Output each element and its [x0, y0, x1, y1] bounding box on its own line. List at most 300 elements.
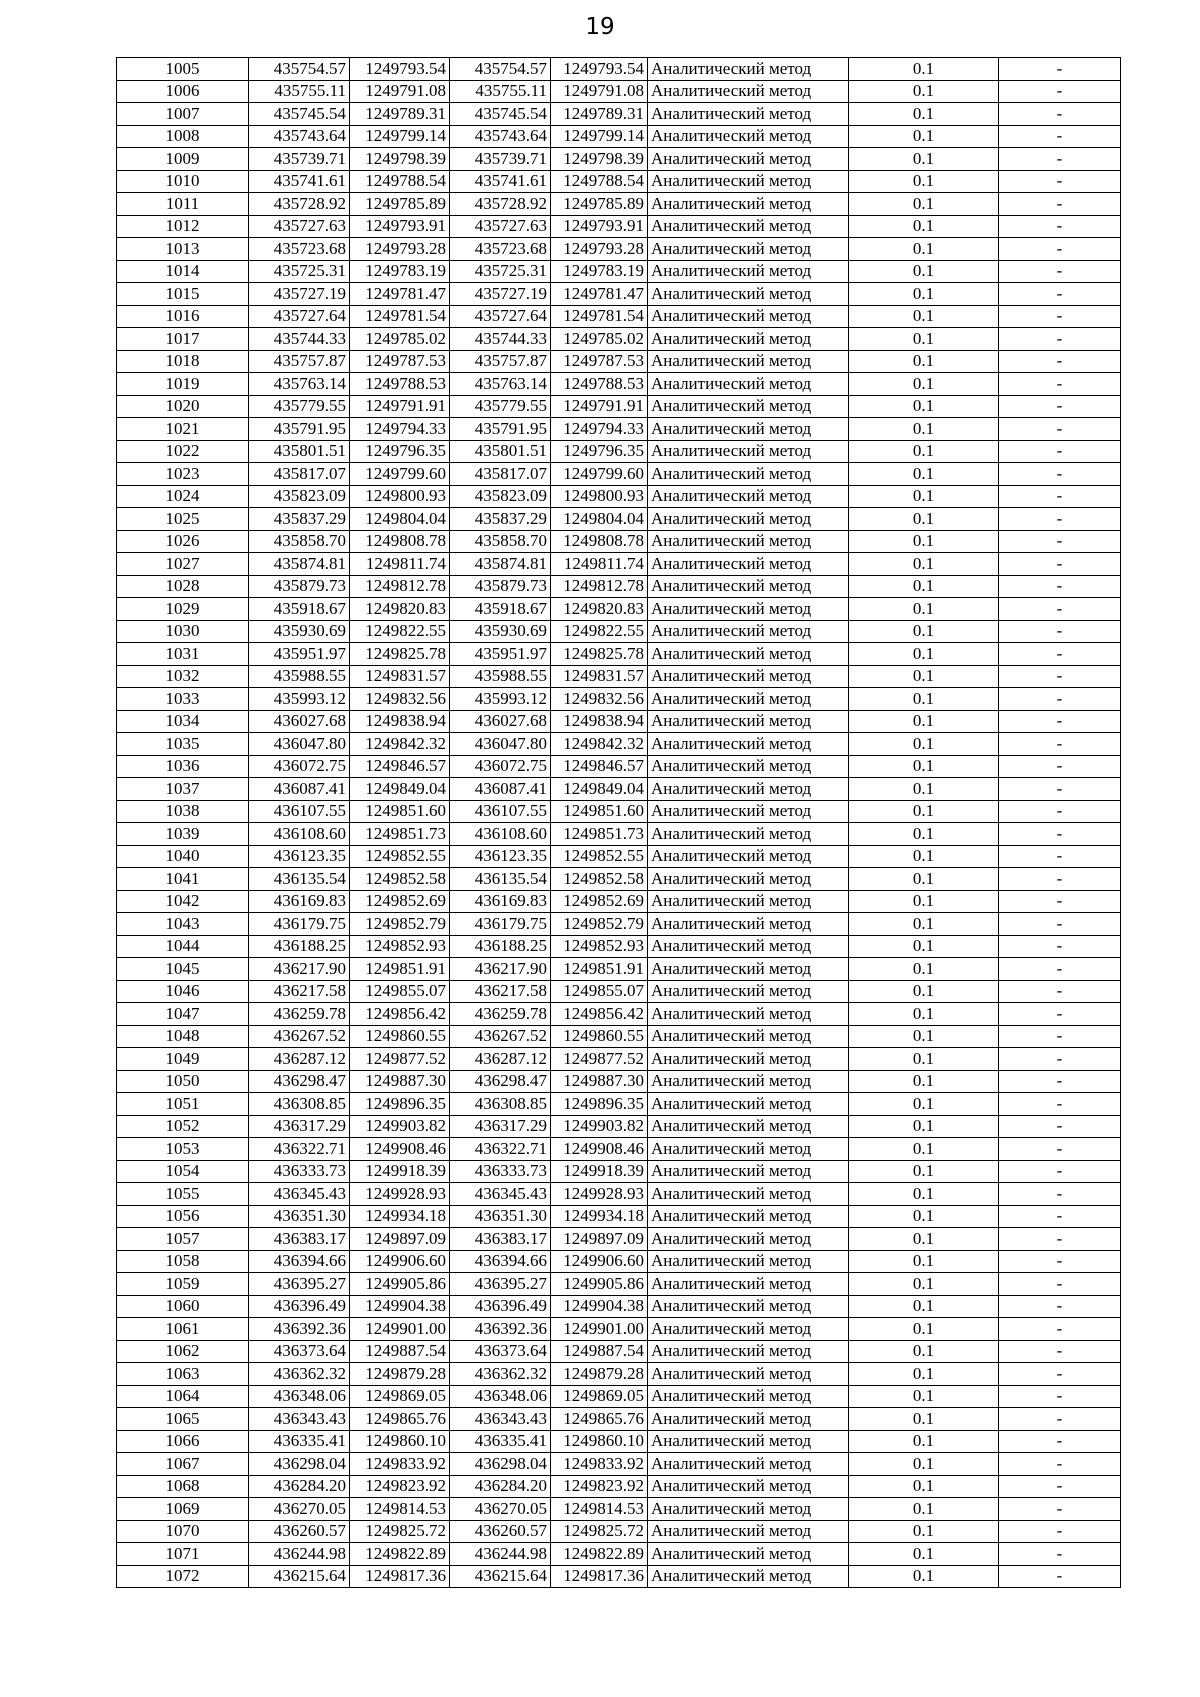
x-coordinate-cell: 436072.75	[249, 755, 350, 778]
note-cell: -	[999, 350, 1121, 373]
y-coordinate-cell: 1249851.73	[350, 823, 450, 846]
y-coordinate-cell: 1249825.78	[551, 643, 648, 666]
method-cell: Аналитический метод	[648, 80, 849, 103]
coordinates-table	[116, 57, 1121, 1588]
x-coordinate-cell: 436108.60	[450, 823, 551, 846]
y-coordinate-cell: 1249781.54	[350, 305, 450, 328]
y-coordinate-cell: 1249851.91	[551, 958, 648, 981]
accuracy-cell: 0.1	[849, 373, 999, 396]
y-coordinate-cell: 1249831.57	[350, 665, 450, 688]
accuracy-cell: 0.1	[849, 688, 999, 711]
x-coordinate-cell: 436322.71	[249, 1138, 350, 1161]
method-cell: Аналитический метод	[648, 553, 849, 576]
x-coordinate-cell: 435723.68	[450, 238, 551, 261]
accuracy-cell: 0.1	[849, 598, 999, 621]
y-coordinate-cell: 1249785.89	[551, 193, 648, 216]
note-cell: -	[999, 1408, 1121, 1431]
y-coordinate-cell: 1249783.19	[551, 260, 648, 283]
method-cell: Аналитический метод	[648, 350, 849, 373]
point-number-cell: 1036	[117, 755, 249, 778]
y-coordinate-cell: 1249793.28	[551, 238, 648, 261]
y-coordinate-cell: 1249793.91	[350, 215, 450, 238]
y-coordinate-cell: 1249793.54	[551, 58, 648, 81]
table-row	[117, 373, 1121, 396]
table-row	[117, 1205, 1121, 1228]
note-cell: -	[999, 1273, 1121, 1296]
x-coordinate-cell: 436188.25	[450, 935, 551, 958]
note-cell: -	[999, 1520, 1121, 1543]
accuracy-cell: 0.1	[849, 1363, 999, 1386]
accuracy-cell: 0.1	[849, 103, 999, 126]
point-number-cell: 1023	[117, 463, 249, 486]
x-coordinate-cell: 435951.97	[450, 643, 551, 666]
x-coordinate-cell: 436047.80	[249, 733, 350, 756]
accuracy-cell: 0.1	[849, 80, 999, 103]
table-row	[117, 193, 1121, 216]
y-coordinate-cell: 1249852.69	[350, 890, 450, 913]
x-coordinate-cell: 436287.12	[249, 1048, 350, 1071]
y-coordinate-cell: 1249800.93	[350, 485, 450, 508]
point-number-cell: 1043	[117, 913, 249, 936]
note-cell: -	[999, 328, 1121, 351]
y-coordinate-cell: 1249808.78	[350, 530, 450, 553]
method-cell: Аналитический метод	[648, 1070, 849, 1093]
x-coordinate-cell: 436351.30	[450, 1205, 551, 1228]
y-coordinate-cell: 1249812.78	[350, 575, 450, 598]
note-cell: -	[999, 1003, 1121, 1026]
method-cell: Аналитический метод	[648, 1115, 849, 1138]
point-number-cell: 1072	[117, 1565, 249, 1588]
x-coordinate-cell: 435741.61	[249, 170, 350, 193]
x-coordinate-cell: 436217.58	[249, 980, 350, 1003]
x-coordinate-cell: 435763.14	[450, 373, 551, 396]
table-row	[117, 1363, 1121, 1386]
note-cell: -	[999, 463, 1121, 486]
x-coordinate-cell: 436188.25	[249, 935, 350, 958]
note-cell: -	[999, 958, 1121, 981]
table-row	[117, 1273, 1121, 1296]
x-coordinate-cell: 436287.12	[450, 1048, 551, 1071]
point-number-cell: 1052	[117, 1115, 249, 1138]
accuracy-cell: 0.1	[849, 665, 999, 688]
y-coordinate-cell: 1249855.07	[551, 980, 648, 1003]
x-coordinate-cell: 435728.92	[249, 193, 350, 216]
note-cell: -	[999, 1475, 1121, 1498]
x-coordinate-cell: 435739.71	[450, 148, 551, 171]
y-coordinate-cell: 1249904.38	[350, 1295, 450, 1318]
x-coordinate-cell: 436108.60	[249, 823, 350, 846]
table-row	[117, 215, 1121, 238]
y-coordinate-cell: 1249820.83	[551, 598, 648, 621]
accuracy-cell: 0.1	[849, 868, 999, 891]
point-number-cell: 1045	[117, 958, 249, 981]
accuracy-cell: 0.1	[849, 463, 999, 486]
note-cell: -	[999, 80, 1121, 103]
accuracy-cell: 0.1	[849, 620, 999, 643]
y-coordinate-cell: 1249852.55	[551, 845, 648, 868]
y-coordinate-cell: 1249901.00	[551, 1318, 648, 1341]
accuracy-cell: 0.1	[849, 1115, 999, 1138]
method-cell: Аналитический метод	[648, 755, 849, 778]
method-cell: Аналитический метод	[648, 58, 849, 81]
table-body	[117, 58, 1121, 1588]
accuracy-cell: 0.1	[849, 1318, 999, 1341]
point-number-cell: 1056	[117, 1205, 249, 1228]
note-cell: -	[999, 1340, 1121, 1363]
point-number-cell: 1059	[117, 1273, 249, 1296]
method-cell: Аналитический метод	[648, 530, 849, 553]
note-cell: -	[999, 823, 1121, 846]
point-number-cell: 1049	[117, 1048, 249, 1071]
table-row	[117, 80, 1121, 103]
table-row	[117, 778, 1121, 801]
table-row	[117, 935, 1121, 958]
y-coordinate-cell: 1249799.14	[551, 125, 648, 148]
accuracy-cell: 0.1	[849, 193, 999, 216]
x-coordinate-cell: 436135.54	[249, 868, 350, 891]
table-row	[117, 395, 1121, 418]
point-number-cell: 1066	[117, 1430, 249, 1453]
x-coordinate-cell: 436217.58	[450, 980, 551, 1003]
note-cell: -	[999, 688, 1121, 711]
table-row	[117, 755, 1121, 778]
note-cell: -	[999, 170, 1121, 193]
accuracy-cell: 0.1	[849, 1340, 999, 1363]
accuracy-cell: 0.1	[849, 575, 999, 598]
accuracy-cell: 0.1	[849, 935, 999, 958]
table-row	[117, 1385, 1121, 1408]
accuracy-cell: 0.1	[849, 395, 999, 418]
x-coordinate-cell: 436087.41	[450, 778, 551, 801]
accuracy-cell: 0.1	[849, 1093, 999, 1116]
table-row	[117, 1408, 1121, 1431]
accuracy-cell: 0.1	[849, 958, 999, 981]
x-coordinate-cell: 435755.11	[249, 80, 350, 103]
x-coordinate-cell: 435727.64	[249, 305, 350, 328]
x-coordinate-cell: 436027.68	[249, 710, 350, 733]
x-coordinate-cell: 435988.55	[450, 665, 551, 688]
y-coordinate-cell: 1249928.93	[350, 1183, 450, 1206]
accuracy-cell: 0.1	[849, 800, 999, 823]
note-cell: -	[999, 755, 1121, 778]
x-coordinate-cell: 435727.63	[450, 215, 551, 238]
point-number-cell: 1035	[117, 733, 249, 756]
note-cell: -	[999, 620, 1121, 643]
table-row	[117, 1498, 1121, 1521]
method-cell: Аналитический метод	[648, 328, 849, 351]
note-cell: -	[999, 980, 1121, 1003]
x-coordinate-cell: 436284.20	[249, 1475, 350, 1498]
y-coordinate-cell: 1249869.05	[551, 1385, 648, 1408]
accuracy-cell: 0.1	[849, 440, 999, 463]
x-coordinate-cell: 436308.85	[450, 1093, 551, 1116]
point-number-cell: 1010	[117, 170, 249, 193]
y-coordinate-cell: 1249879.28	[551, 1363, 648, 1386]
table-row	[117, 1160, 1121, 1183]
y-coordinate-cell: 1249796.35	[350, 440, 450, 463]
x-coordinate-cell: 436179.75	[249, 913, 350, 936]
y-coordinate-cell: 1249781.47	[350, 283, 450, 306]
y-coordinate-cell: 1249896.35	[350, 1093, 450, 1116]
x-coordinate-cell: 436345.43	[249, 1183, 350, 1206]
x-coordinate-cell: 436027.68	[450, 710, 551, 733]
y-coordinate-cell: 1249851.60	[350, 800, 450, 823]
table-row	[117, 58, 1121, 81]
y-coordinate-cell: 1249814.53	[350, 1498, 450, 1521]
y-coordinate-cell: 1249808.78	[551, 530, 648, 553]
y-coordinate-cell: 1249856.42	[350, 1003, 450, 1026]
table-row	[117, 980, 1121, 1003]
y-coordinate-cell: 1249842.32	[551, 733, 648, 756]
x-coordinate-cell: 436047.80	[450, 733, 551, 756]
point-number-cell: 1012	[117, 215, 249, 238]
y-coordinate-cell: 1249791.08	[551, 80, 648, 103]
y-coordinate-cell: 1249928.93	[551, 1183, 648, 1206]
accuracy-cell: 0.1	[849, 1453, 999, 1476]
note-cell: -	[999, 868, 1121, 891]
point-number-cell: 1008	[117, 125, 249, 148]
y-coordinate-cell: 1249860.10	[551, 1430, 648, 1453]
accuracy-cell: 0.1	[849, 350, 999, 373]
x-coordinate-cell: 436345.43	[450, 1183, 551, 1206]
x-coordinate-cell: 436351.30	[249, 1205, 350, 1228]
point-number-cell: 1048	[117, 1025, 249, 1048]
point-number-cell: 1009	[117, 148, 249, 171]
note-cell: -	[999, 485, 1121, 508]
x-coordinate-cell: 435817.07	[249, 463, 350, 486]
note-cell: -	[999, 1093, 1121, 1116]
accuracy-cell: 0.1	[849, 1138, 999, 1161]
y-coordinate-cell: 1249788.53	[551, 373, 648, 396]
x-coordinate-cell: 435988.55	[249, 665, 350, 688]
y-coordinate-cell: 1249851.73	[551, 823, 648, 846]
y-coordinate-cell: 1249798.39	[350, 148, 450, 171]
x-coordinate-cell: 435741.61	[450, 170, 551, 193]
table-row	[117, 530, 1121, 553]
y-coordinate-cell: 1249838.94	[551, 710, 648, 733]
accuracy-cell: 0.1	[849, 1183, 999, 1206]
y-coordinate-cell: 1249817.36	[551, 1565, 648, 1588]
table-row	[117, 305, 1121, 328]
accuracy-cell: 0.1	[849, 238, 999, 261]
table-row	[117, 1183, 1121, 1206]
point-number-cell: 1011	[117, 193, 249, 216]
x-coordinate-cell: 436267.52	[249, 1025, 350, 1048]
x-coordinate-cell: 435744.33	[249, 328, 350, 351]
x-coordinate-cell: 436394.66	[450, 1250, 551, 1273]
accuracy-cell: 0.1	[849, 1520, 999, 1543]
method-cell: Аналитический метод	[648, 215, 849, 238]
x-coordinate-cell: 435755.11	[450, 80, 551, 103]
y-coordinate-cell: 1249788.54	[350, 170, 450, 193]
table-row	[117, 553, 1121, 576]
method-cell: Аналитический метод	[648, 1048, 849, 1071]
method-cell: Аналитический метод	[648, 1543, 849, 1566]
note-cell: -	[999, 1183, 1121, 1206]
accuracy-cell: 0.1	[849, 980, 999, 1003]
accuracy-cell: 0.1	[849, 1430, 999, 1453]
point-number-cell: 1013	[117, 238, 249, 261]
point-number-cell: 1032	[117, 665, 249, 688]
point-number-cell: 1022	[117, 440, 249, 463]
method-cell: Аналитический метод	[648, 463, 849, 486]
note-cell: -	[999, 1228, 1121, 1251]
table-row	[117, 1115, 1121, 1138]
method-cell: Аналитический метод	[648, 1295, 849, 1318]
accuracy-cell: 0.1	[849, 1250, 999, 1273]
accuracy-cell: 0.1	[849, 1565, 999, 1588]
x-coordinate-cell: 436267.52	[450, 1025, 551, 1048]
table-row	[117, 1138, 1121, 1161]
table-row	[117, 260, 1121, 283]
y-coordinate-cell: 1249918.39	[551, 1160, 648, 1183]
y-coordinate-cell: 1249908.46	[350, 1138, 450, 1161]
y-coordinate-cell: 1249896.35	[551, 1093, 648, 1116]
y-coordinate-cell: 1249908.46	[551, 1138, 648, 1161]
point-number-cell: 1015	[117, 283, 249, 306]
y-coordinate-cell: 1249906.60	[350, 1250, 450, 1273]
table-row	[117, 688, 1121, 711]
y-coordinate-cell: 1249906.60	[551, 1250, 648, 1273]
note-cell: -	[999, 148, 1121, 171]
y-coordinate-cell: 1249849.04	[551, 778, 648, 801]
table-row	[117, 148, 1121, 171]
x-coordinate-cell: 436217.90	[450, 958, 551, 981]
x-coordinate-cell: 435744.33	[450, 328, 551, 351]
method-cell: Аналитический метод	[648, 1363, 849, 1386]
y-coordinate-cell: 1249897.09	[350, 1228, 450, 1251]
note-cell: -	[999, 260, 1121, 283]
x-coordinate-cell: 435725.31	[450, 260, 551, 283]
x-coordinate-cell: 436395.27	[450, 1273, 551, 1296]
point-number-cell: 1026	[117, 530, 249, 553]
y-coordinate-cell: 1249794.33	[350, 418, 450, 441]
x-coordinate-cell: 436217.90	[249, 958, 350, 981]
point-number-cell: 1063	[117, 1363, 249, 1386]
x-coordinate-cell: 436270.05	[450, 1498, 551, 1521]
x-coordinate-cell: 436343.43	[450, 1408, 551, 1431]
point-number-cell: 1014	[117, 260, 249, 283]
x-coordinate-cell: 435837.29	[249, 508, 350, 531]
y-coordinate-cell: 1249787.53	[350, 350, 450, 373]
note-cell: -	[999, 238, 1121, 261]
y-coordinate-cell: 1249783.19	[350, 260, 450, 283]
note-cell: -	[999, 1565, 1121, 1588]
table-row	[117, 1453, 1121, 1476]
method-cell: Аналитический метод	[648, 1385, 849, 1408]
note-cell: -	[999, 710, 1121, 733]
method-cell: Аналитический метод	[648, 305, 849, 328]
x-coordinate-cell: 436298.04	[249, 1453, 350, 1476]
x-coordinate-cell: 435930.69	[249, 620, 350, 643]
accuracy-cell: 0.1	[849, 485, 999, 508]
accuracy-cell: 0.1	[849, 823, 999, 846]
x-coordinate-cell: 436333.73	[450, 1160, 551, 1183]
x-coordinate-cell: 436383.17	[450, 1228, 551, 1251]
table-row	[117, 733, 1121, 756]
accuracy-cell: 0.1	[849, 755, 999, 778]
y-coordinate-cell: 1249903.82	[551, 1115, 648, 1138]
method-cell: Аналитический метод	[648, 575, 849, 598]
x-coordinate-cell: 436335.41	[249, 1430, 350, 1453]
accuracy-cell: 0.1	[849, 148, 999, 171]
accuracy-cell: 0.1	[849, 215, 999, 238]
table-row	[117, 485, 1121, 508]
x-coordinate-cell: 436362.32	[249, 1363, 350, 1386]
method-cell: Аналитический метод	[648, 845, 849, 868]
note-cell: -	[999, 665, 1121, 688]
table-row	[117, 103, 1121, 126]
method-cell: Аналитический метод	[648, 508, 849, 531]
y-coordinate-cell: 1249852.93	[350, 935, 450, 958]
y-coordinate-cell: 1249832.56	[350, 688, 450, 711]
point-number-cell: 1039	[117, 823, 249, 846]
note-cell: -	[999, 1363, 1121, 1386]
y-coordinate-cell: 1249897.09	[551, 1228, 648, 1251]
y-coordinate-cell: 1249804.04	[551, 508, 648, 531]
x-coordinate-cell: 436123.35	[450, 845, 551, 868]
accuracy-cell: 0.1	[849, 1498, 999, 1521]
x-coordinate-cell: 436383.17	[249, 1228, 350, 1251]
point-number-cell: 1061	[117, 1318, 249, 1341]
method-cell: Аналитический метод	[648, 598, 849, 621]
y-coordinate-cell: 1249838.94	[350, 710, 450, 733]
method-cell: Аналитический метод	[648, 1565, 849, 1588]
point-number-cell: 1042	[117, 890, 249, 913]
x-coordinate-cell: 435754.57	[450, 58, 551, 81]
note-cell: -	[999, 845, 1121, 868]
point-number-cell: 1027	[117, 553, 249, 576]
note-cell: -	[999, 103, 1121, 126]
note-cell: -	[999, 800, 1121, 823]
point-number-cell: 1020	[117, 395, 249, 418]
point-number-cell: 1028	[117, 575, 249, 598]
method-cell: Аналитический метод	[648, 1228, 849, 1251]
table-row	[117, 1025, 1121, 1048]
method-cell: Аналитический метод	[648, 643, 849, 666]
table-row	[117, 823, 1121, 846]
y-coordinate-cell: 1249793.54	[350, 58, 450, 81]
table-row	[117, 1520, 1121, 1543]
table-row	[117, 868, 1121, 891]
x-coordinate-cell: 436169.83	[249, 890, 350, 913]
accuracy-cell: 0.1	[849, 1543, 999, 1566]
point-number-cell: 1058	[117, 1250, 249, 1273]
y-coordinate-cell: 1249851.60	[551, 800, 648, 823]
y-coordinate-cell: 1249904.38	[551, 1295, 648, 1318]
point-number-cell: 1057	[117, 1228, 249, 1251]
x-coordinate-cell: 435817.07	[450, 463, 551, 486]
table-row	[117, 710, 1121, 733]
note-cell: -	[999, 1453, 1121, 1476]
point-number-cell: 1065	[117, 1408, 249, 1431]
method-cell: Аналитический метод	[648, 1205, 849, 1228]
point-number-cell: 1055	[117, 1183, 249, 1206]
point-number-cell: 1007	[117, 103, 249, 126]
accuracy-cell: 0.1	[849, 553, 999, 576]
y-coordinate-cell: 1249879.28	[350, 1363, 450, 1386]
note-cell: -	[999, 575, 1121, 598]
point-number-cell: 1006	[117, 80, 249, 103]
point-number-cell: 1069	[117, 1498, 249, 1521]
point-number-cell: 1033	[117, 688, 249, 711]
accuracy-cell: 0.1	[849, 1475, 999, 1498]
method-cell: Аналитический метод	[648, 440, 849, 463]
table-row	[117, 170, 1121, 193]
x-coordinate-cell: 436298.47	[450, 1070, 551, 1093]
accuracy-cell: 0.1	[849, 1385, 999, 1408]
table-row	[117, 845, 1121, 868]
